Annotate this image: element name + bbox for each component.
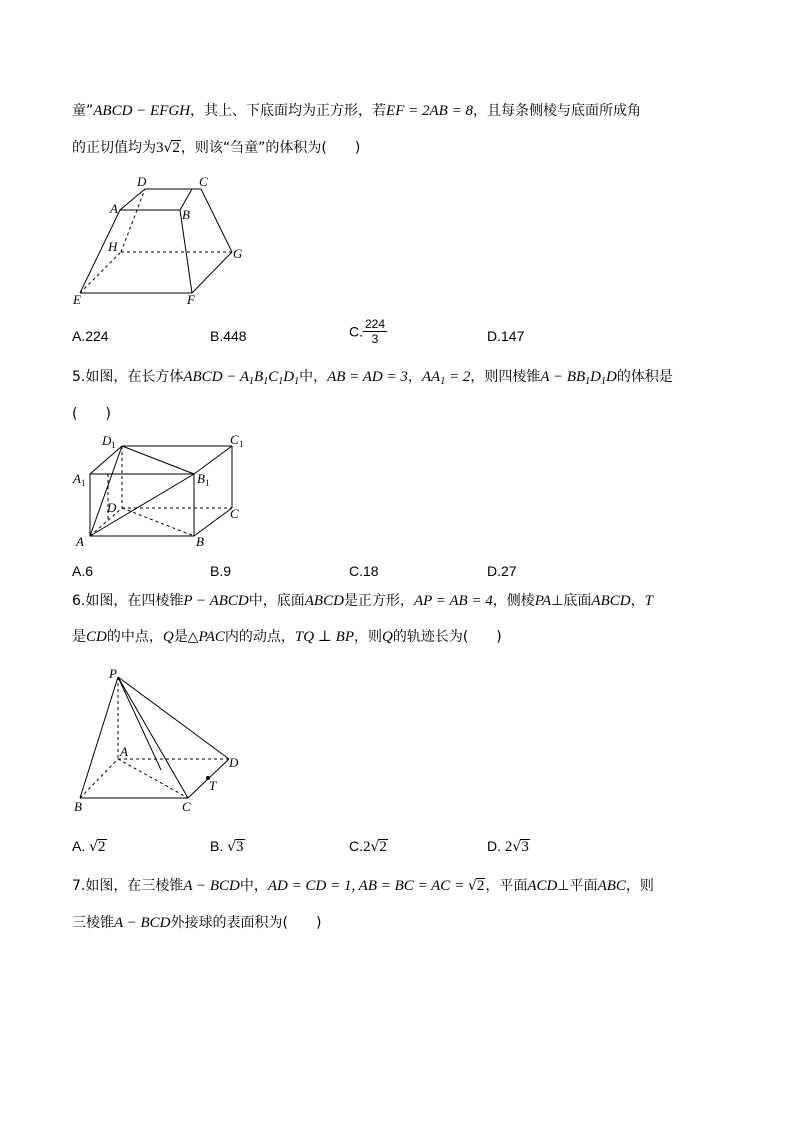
vertex-label-A: A bbox=[76, 534, 84, 549]
subscript: 1 bbox=[111, 440, 116, 450]
vertex-label-A1: A bbox=[73, 471, 81, 486]
vertex-label-T: T bbox=[209, 778, 217, 793]
vertex-label-C: C bbox=[230, 506, 239, 521]
math: EF = 2AB = 8 bbox=[386, 103, 473, 119]
vertex-label-F: F bbox=[187, 292, 195, 307]
option-b[interactable]: B.9 bbox=[210, 563, 232, 579]
vertex-label-G: G bbox=[233, 246, 243, 261]
subscript: 1 bbox=[81, 478, 86, 488]
option-c[interactable]: C. $\frac{224}{3}$ bbox=[349, 317, 386, 346]
vertex-label-B: B bbox=[196, 534, 204, 549]
vertex-label-E: E bbox=[73, 292, 81, 307]
option-a[interactable]: A. √2 bbox=[72, 838, 106, 855]
vertex-label-C1: C bbox=[230, 432, 239, 447]
vertex-label-A: A bbox=[120, 744, 128, 759]
vertex-label-B: B bbox=[182, 207, 190, 222]
q6-line-1: 6.如图，在四棱锥P − ABCD中，底面ABCD是正方形，AP = AB = 4，侧棱PA⊥底面ABCD，T bbox=[72, 593, 653, 609]
vertex-label-D: D bbox=[229, 755, 239, 770]
q4-line-2: 的正切值均为3√2，则该“刍童”的体积为( ) bbox=[72, 140, 361, 156]
q7-line-1: 7.如图，在三棱锥A − BCD中，AD = CD = 1, AB = BC = AC = √2，平面ACD⊥平面ABC，则 bbox=[72, 878, 654, 894]
vertex-label-D: D bbox=[137, 174, 147, 189]
option-a[interactable]: A.224 bbox=[72, 328, 109, 344]
option-d[interactable]: D.147 bbox=[487, 328, 525, 344]
vertex-label-D1: D bbox=[102, 433, 112, 448]
vertex-label-H: H bbox=[108, 239, 118, 254]
fraction: $\frac{224}{3}$ bbox=[365, 317, 386, 346]
option-d[interactable]: D.27 bbox=[487, 563, 517, 579]
vertex-label-B: B bbox=[74, 799, 82, 814]
option-d[interactable]: D. 2√3 bbox=[487, 838, 529, 855]
option-c[interactable]: C.2√2 bbox=[349, 838, 387, 855]
vertex-label-C: C bbox=[199, 174, 208, 189]
q5-cuboid-figure bbox=[70, 430, 250, 552]
option-c[interactable]: C.18 bbox=[349, 563, 379, 579]
math: ABCD − EFGH bbox=[93, 103, 191, 119]
vertex-label-P: P bbox=[109, 666, 117, 681]
q5-line-2: ( ) bbox=[72, 406, 111, 422]
q6-line-2: 是CD的中点，Q是△PAC内的动点，TQ ⊥ BP，则Q的轨迹长为( ) bbox=[72, 629, 502, 645]
radical-sign: √ bbox=[163, 140, 173, 156]
option-b[interactable]: B. √3 bbox=[210, 838, 244, 855]
subscript: 1 bbox=[205, 478, 210, 488]
radicand: 2 bbox=[172, 140, 180, 156]
subscript: 1 bbox=[239, 439, 244, 449]
q6-pyramid-figure bbox=[70, 664, 250, 814]
vertex-label-C: C bbox=[182, 799, 191, 814]
vertex-label-A: A bbox=[110, 201, 118, 216]
q7-line-2: 三棱锥A − BCD外接球的表面积为( ) bbox=[72, 915, 322, 931]
vertex-label-D: D bbox=[107, 500, 117, 515]
q4-line-1: 童”ABCD − EFGH，其上、下底面均为正方形，若EF = 2AB = 8，且每条侧棱与底面所成角 bbox=[72, 103, 641, 119]
vertex-label-B1: B bbox=[197, 471, 205, 486]
q5-line-1: 5.如图，在长方体ABCD − $A_1B_1C_1D_1$中，AB = AD = 3，$AA_1 = 2$，则四棱锥$A - BB_1D_1D$的体积是 bbox=[72, 369, 673, 387]
option-b[interactable]: B.448 bbox=[210, 328, 247, 344]
option-a[interactable]: A.6 bbox=[72, 563, 94, 579]
q4-frustum-figure bbox=[70, 174, 250, 309]
